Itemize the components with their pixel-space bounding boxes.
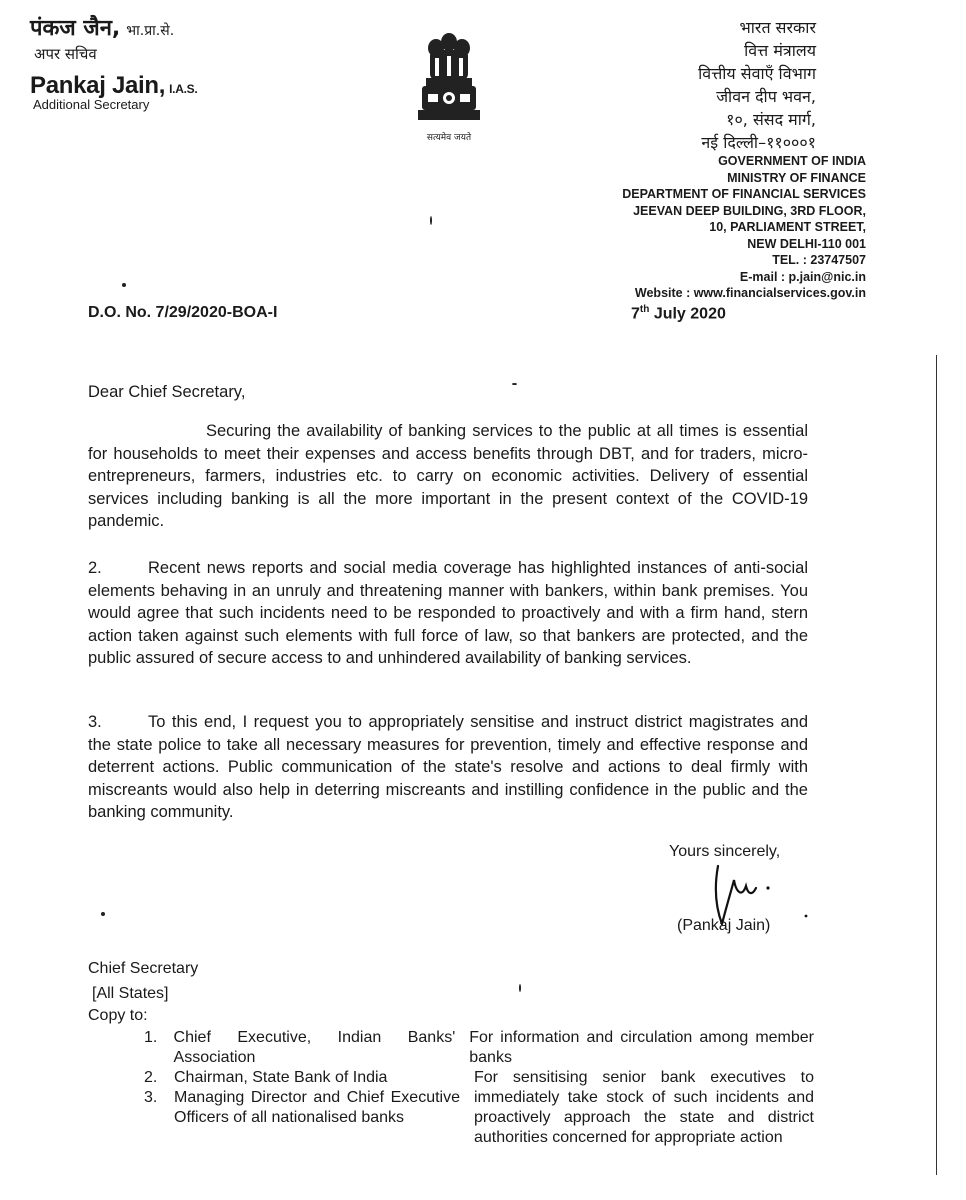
addressee-line-2: [All States] <box>92 985 169 1002</box>
sender-name-hindi <box>30 12 174 42</box>
list-item-number: 2. <box>144 1069 158 1086</box>
list-item-purpose: For sensitising senior bank executives to immediately take stock of such incidents and proactively approach the state and district authorities concerned for appropriate action <box>474 1069 814 1146</box>
address-english <box>622 153 866 302</box>
copy-to-label: Copy to: <box>88 1007 148 1024</box>
paragraph-2-text: Recent news reports and social media coverage has highlighted instances of anti-social elements behaving in an unruly and threatening manner with bankers, within bank premises. You would agree that such incidents need to be responded to proactively and with a firm hand, stern action taken against such elements with full force of law, so that bankers are protected, and the public assured of secure access to and unhindered availability of banking services. <box>88 559 808 667</box>
paragraph-1: Securing the availability of banking services to the public at all times is essential for households to meet their expenses and access benefits through DBT, and for traders, micro-entrepreneurs, farmers, industries etc. to carry on economic activities. Delivery of essential services including banking is all the more important in the present context of the COVID-19 pandemic. <box>88 422 808 530</box>
scan-edge-line <box>936 355 937 1175</box>
list-item <box>144 1028 814 1068</box>
national-emblem-icon <box>408 28 490 128</box>
list-item-recipient: Chief Executive, Indian Banks' Association <box>173 1029 456 1066</box>
address-hindi-line: १०, संसद मार्ग, <box>726 110 816 129</box>
address-hindi-line: वित्त मंत्रालय <box>744 41 816 60</box>
list-item-number: 1. <box>144 1029 158 1046</box>
list-item-purpose: For information and circulation among member banks <box>469 1029 814 1066</box>
salutation: Dear Chief Secretary, <box>88 383 246 401</box>
list-item-number: 3. <box>144 1089 158 1106</box>
sender-name-english <box>30 72 197 100</box>
closing: Yours sincerely, <box>669 843 781 860</box>
paragraph-3-text: To this end, I request you to appropriately sensitise and instruct district magistrates and the state police to take all necessary measures for prevention, timely and effective response and deterrent actions. Public communication of the state's resolve and actions to deal firmly with miscreants would also help in deterring miscreants and instilling confidence in the public and the banking community. <box>88 713 808 821</box>
sender-name-hindi-text: पंकज जैन, <box>30 16 121 41</box>
letter-date <box>631 304 726 323</box>
address-hindi <box>698 16 816 154</box>
scan-speck <box>430 216 432 225</box>
paragraph-number: 2. <box>88 559 102 577</box>
address-hindi-line: नई दिल्ली–११०००१ <box>701 133 816 152</box>
scan-speck <box>519 984 521 992</box>
address-english-line: MINISTRY OF FINANCE <box>727 170 866 185</box>
address-english-line: 10, PARLIAMENT STREET, <box>709 220 866 234</box>
scan-speck <box>122 283 126 287</box>
address-english-line: GOVERNMENT OF INDIA <box>718 154 866 168</box>
reference-number: D.O. No. 7/29/2020-BOA-I <box>88 304 278 321</box>
list-item-left-column <box>144 1068 460 1148</box>
addressee-line-1: Chief Secretary <box>88 960 199 977</box>
list-item-recipient: Chairman, State Bank of India <box>174 1069 388 1086</box>
date-month-year: July 2020 <box>653 305 726 323</box>
paragraph-2 <box>88 557 808 670</box>
date-day: 7 <box>631 305 640 323</box>
paragraph-number: 3. <box>88 713 102 731</box>
address-english-line: NEW DELHI-110 001 <box>747 236 866 251</box>
address-english-line: DEPARTMENT OF FINANCIAL SERVICES <box>622 187 866 201</box>
sender-suffix-english: I.A.S. <box>169 82 198 96</box>
address-hindi-line: वित्तीय सेवाएँ विभाग <box>698 64 816 83</box>
list-item <box>144 1068 814 1148</box>
sender-designation-hindi: अपर सचिव <box>34 45 97 63</box>
date-suffix: th <box>639 304 650 315</box>
list-item-recipient: Managing Director and Chief Executive Officers of all nationalised banks <box>174 1089 460 1126</box>
emblem-motto: सत्यमेव जयते <box>426 133 472 143</box>
address-english-line: JEEVAN DEEP BUILDING, 3RD FLOOR, <box>633 203 866 218</box>
address-english-line: Website : www.financialservices.gov.in <box>634 286 866 300</box>
address-english-line: TEL. : 23747507 <box>772 253 866 267</box>
sender-suffix-hindi: भा.प्रा.से. <box>126 23 175 39</box>
scan-speck <box>101 912 105 916</box>
paragraph-3 <box>88 711 808 824</box>
address-hindi-line: भारत सरकार <box>739 18 816 37</box>
scan-speck <box>512 383 517 385</box>
sender-name-english-text: Pankaj Jain, <box>30 72 166 99</box>
signatory-name: (Pankaj Jain) <box>677 917 771 934</box>
copy-to-list <box>144 1028 814 1148</box>
address-hindi-line: जीवन दीप भवन, <box>716 87 816 106</box>
sender-designation-english: Additional Secretary <box>33 97 150 112</box>
address-english-line: E-mail : p.jain@nic.in <box>739 269 866 284</box>
